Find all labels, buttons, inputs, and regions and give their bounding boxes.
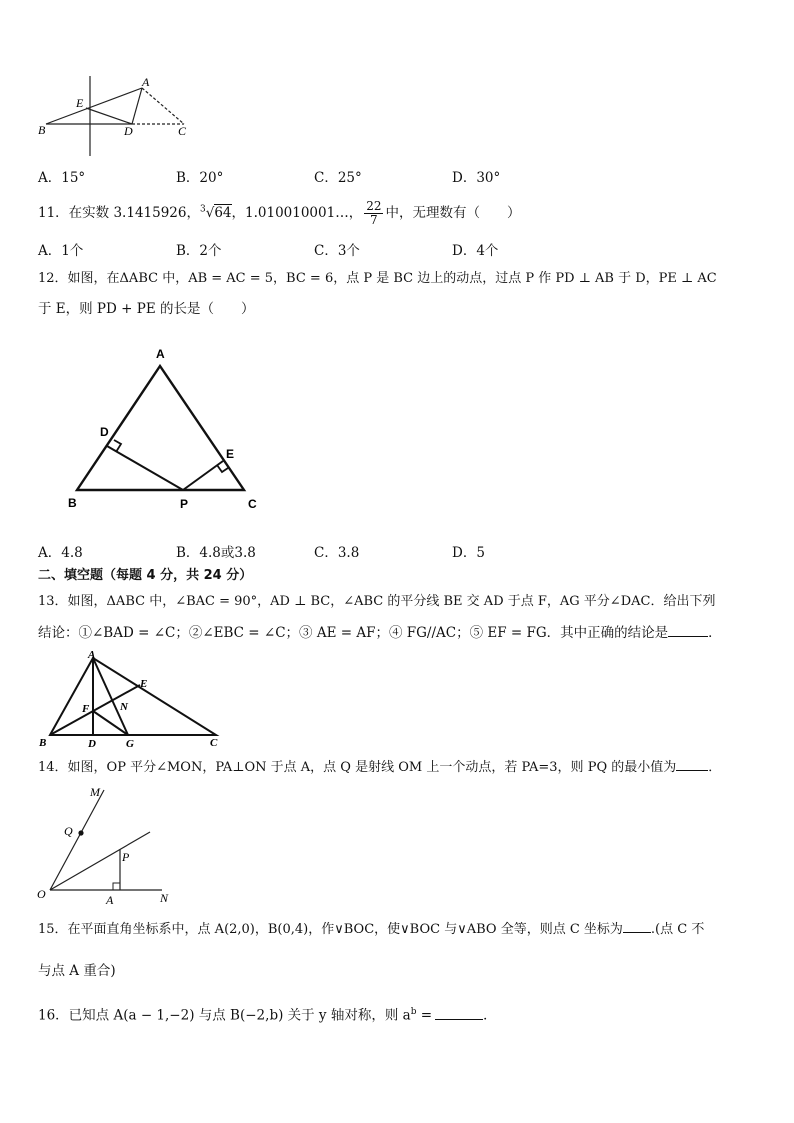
fig13-label-c: C [210, 737, 218, 749]
q14-answer-blank[interactable] [676, 770, 708, 771]
q12-figure [60, 342, 270, 514]
q13-answer-blank[interactable] [668, 636, 708, 637]
q16-stem: 16．已知点 A(a − 1,−2) 与点 B(−2,b) 关于 y 轴对称，则 $a^b$ = ． [38, 1007, 497, 1024]
q11-stem: 11．在实数 3.1415926，$^3$√64，1.010010001…， $\frac{22}{7}$ 中，无理数有（ ） [38, 199, 521, 227]
q12-stem-line2: 于 E，则 PD + PE 的长是（ ） [38, 301, 255, 317]
fig10-label-b: B [38, 123, 46, 137]
q14-stem: 14．如图，OP 平分∠MON，PA⊥ON 于点 A，点 Q 是射线 OM 上一个动点，若 PA=3，则 PQ 的最小值为 ． [38, 760, 722, 775]
q12-stem-line1: 12．如图，在ΔABC 中，AB = AC = 5，BC = 6，点 P 是 BC 边上的动点，过点 P 作 PD ⊥ AB 于 D，PE ⊥ AC [38, 271, 717, 286]
q11-root-index: 3 [199, 204, 206, 215]
fig10-label-c: C [178, 124, 187, 138]
q10-option-b[interactable]: B．20° [176, 170, 224, 186]
q10-figure [36, 72, 196, 160]
fig10-label-d: D [124, 124, 133, 138]
fig12-label-b: B [68, 496, 77, 510]
fig13-label-g: G [126, 738, 134, 750]
fig12-label-p: P [180, 497, 189, 511]
q15-stem-line2: 与点 A 重合) [38, 963, 116, 979]
section-title-fill-in: 二、填空题（每题 4 分，共 24 分） [38, 568, 253, 583]
fig12-label-c: C [248, 497, 257, 511]
q16-answer-blank[interactable] [435, 1019, 483, 1020]
q12-option-b[interactable]: B．4.8或3.8 [176, 545, 256, 561]
q12-option-c[interactable]: C．3.8 [314, 545, 360, 561]
fig13-label-e: E [140, 678, 148, 690]
q12-option-a[interactable]: A．4.8 [38, 545, 83, 561]
fig12-label-d: D [100, 425, 109, 439]
q15-answer-blank[interactable] [623, 932, 651, 933]
q10-option-c[interactable]: C．25° [314, 170, 362, 186]
q15-stem-line1: 15．在平面直角坐标系中，点 A(2,0)，B(0,4)，作∨BOC，使∨BOC 与∨ABO 全等，则点 C 坐标为 .(点 C 不 [38, 922, 705, 937]
fig10-label-a: A [142, 75, 150, 89]
fig13-label-a: A [88, 650, 96, 661]
fig10-label-e: E [76, 96, 84, 110]
fig14-label-p: P [122, 850, 130, 864]
q10-option-a[interactable]: A．15° [38, 170, 86, 186]
fig14-label-m: M [90, 785, 100, 799]
fig14-label-q: Q [64, 824, 73, 838]
q13-figure [36, 650, 226, 750]
fig14-label-n: N [160, 891, 169, 905]
q14-figure [34, 782, 184, 906]
q13-stem-line2: 结论：①∠BAD = ∠C；②∠EBC = ∠C；③ AE = AF；④ FG//AC；⑤ EF = FG．其中正确的结论是 ． [38, 625, 722, 641]
fig12-label-e: E [226, 447, 235, 461]
q13-stem-line1: 13．如图，ΔABC 中，∠BAC = 90°，AD ⊥ BC，∠ABC 的平分线 BE 交 AD 于点 F，AG 平分∠DAC．给出下列 [38, 594, 716, 609]
fig13-label-b: B [39, 737, 47, 749]
fig13-label-f: F [82, 703, 90, 715]
radical-sign-icon: √ [205, 205, 215, 221]
q11-fraction: $\frac{22}{7}$ [366, 199, 382, 227]
q16-exponent: b [410, 1007, 417, 1017]
fig12-label-a: A [156, 347, 165, 361]
fig13-label-n: N [120, 701, 128, 713]
fig13-label-d: D [88, 738, 96, 750]
q12-option-d[interactable]: D．5 [452, 545, 485, 561]
q11-option-a[interactable]: A．1个 [38, 243, 84, 259]
fig14-label-o: O [37, 887, 46, 901]
fig14-label-a: A [106, 893, 114, 906]
q11-option-b[interactable]: B．2个 [176, 243, 222, 259]
q10-option-d[interactable]: D．30° [452, 170, 501, 186]
q11-option-d[interactable]: D．4个 [452, 243, 499, 259]
q11-option-c[interactable]: C．3个 [314, 243, 360, 259]
q11-radicand: 64 [214, 205, 232, 221]
